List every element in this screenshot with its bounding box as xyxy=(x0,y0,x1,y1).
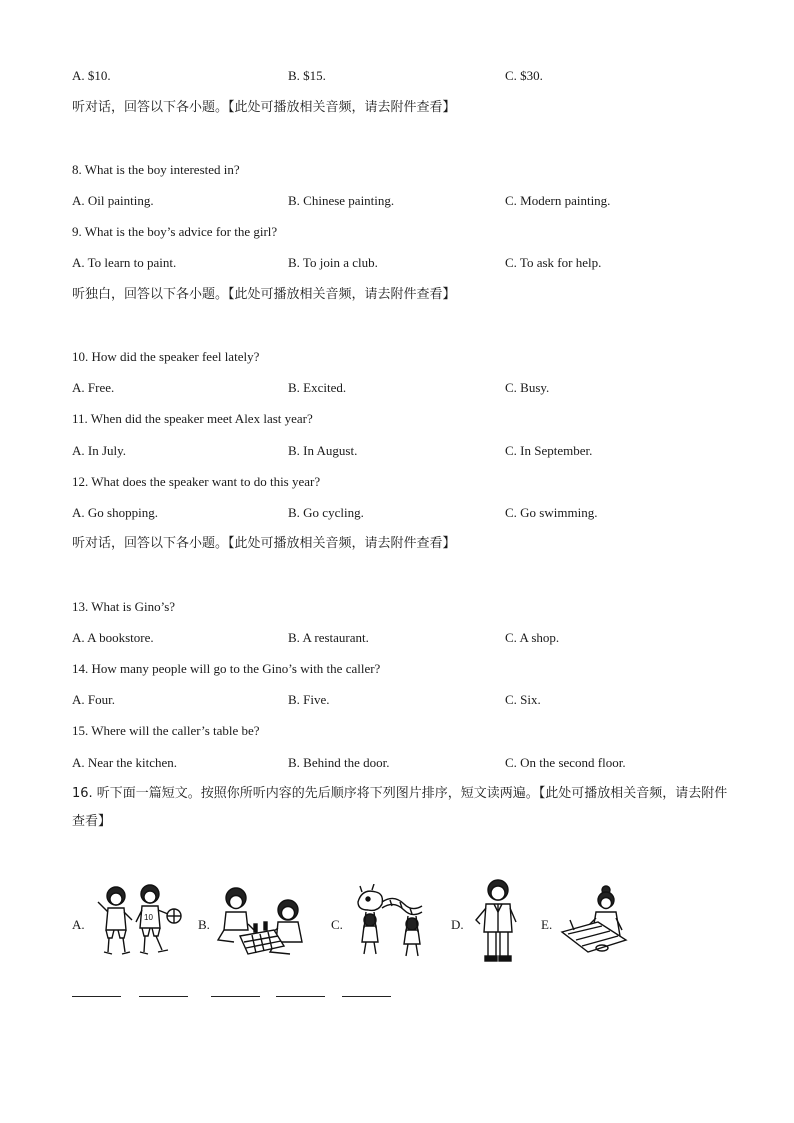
q14-option-c: C. Six. xyxy=(505,692,541,707)
kids-basketball-illustration xyxy=(92,882,188,962)
q7-option-a: A. $10. xyxy=(72,68,111,83)
q15-option-a: A. Near the kitchen. xyxy=(72,755,178,770)
dragon-dance-illustration xyxy=(350,884,432,958)
answer-blank-1[interactable] xyxy=(72,996,121,997)
picture-label-a: A. xyxy=(72,917,85,932)
q11-option-a: A. In July. xyxy=(72,443,127,458)
picture-label-b: B. xyxy=(198,917,210,932)
q10-question: 10. How did the speaker feel lately? xyxy=(72,349,260,364)
instruction-monologue: 听独白，回答以下各小题。【此处可播放相关音频，请去附件查看】 xyxy=(72,287,456,302)
q8-question: 8. What is the boy interested in? xyxy=(72,162,240,177)
q7-option-b: B. $15. xyxy=(288,68,326,83)
instruction-dialogue-1: 听对话，回答以下各小题。【此处可播放相关音频，请去附件查看】 xyxy=(72,100,456,115)
q10-option-a: A. Free. xyxy=(72,380,115,395)
girl-drawing-illustration xyxy=(558,884,630,958)
kids-chess-illustration xyxy=(214,884,310,960)
q15-option-b: B. Behind the door. xyxy=(288,755,390,770)
instruction-dialogue-2: 听对话，回答以下各小题。【此处可播放相关音频，请去附件查看】 xyxy=(72,536,456,551)
q13-question: 13. What is Gino’s? xyxy=(72,599,176,614)
q15-question: 15. Where will the caller’s table be? xyxy=(72,723,260,738)
q12-option-b: B. Go cycling. xyxy=(288,505,364,520)
q8-option-a: A. Oil painting. xyxy=(72,193,154,208)
answer-blank-2[interactable] xyxy=(139,996,188,997)
q8-option-b: B. Chinese painting. xyxy=(288,193,395,208)
q11-question: 11. When did the speaker meet Alex last year? xyxy=(72,411,313,426)
standing-man-illustration xyxy=(472,878,522,964)
picture-label-d: D. xyxy=(451,917,464,932)
q12-question: 12. What does the speaker want to do this year? xyxy=(72,474,321,489)
answer-blank-5[interactable] xyxy=(342,996,391,997)
q12-option-a: A. Go shopping. xyxy=(72,505,158,520)
q11-option-b: B. In August. xyxy=(288,443,358,458)
q9-option-a: A. To learn to paint. xyxy=(72,255,177,270)
q7-option-c: C. $30. xyxy=(505,68,543,83)
picture-label-e: E. xyxy=(541,917,553,932)
q13-option-a: A. A bookstore. xyxy=(72,630,154,645)
svg-text:10: 10 xyxy=(144,913,153,922)
q14-question: 14. How many people will go to the Gino’s with the caller? xyxy=(72,661,381,676)
q13-option-c: C. A shop. xyxy=(505,630,560,645)
q11-option-c: C. In September. xyxy=(505,443,593,458)
q12-option-c: C. Go swimming. xyxy=(505,505,598,520)
q15-option-c: C. On the second floor. xyxy=(505,755,626,770)
answer-blank-3[interactable] xyxy=(211,996,260,997)
q14-option-a: A. Four. xyxy=(72,692,115,707)
q16-instruction: 16. 听下面一篇短文。按照你所听内容的先后顺序将下列图片排序，短文读两遍。【此处可播放相关音频，请去附件查看】 xyxy=(72,786,728,829)
q10-option-b: B. Excited. xyxy=(288,380,347,395)
picture-label-c: C. xyxy=(331,917,343,932)
q13-option-b: B. A restaurant. xyxy=(288,630,369,645)
q9-option-c: C. To ask for help. xyxy=(505,255,602,270)
q9-option-b: B. To join a club. xyxy=(288,255,378,270)
q8-option-c: C. Modern painting. xyxy=(505,193,611,208)
answer-blank-4[interactable] xyxy=(276,996,325,997)
q10-option-c: C. Busy. xyxy=(505,380,550,395)
q14-option-b: B. Five. xyxy=(288,692,330,707)
q9-question: 9. What is the boy’s advice for the girl? xyxy=(72,224,278,239)
